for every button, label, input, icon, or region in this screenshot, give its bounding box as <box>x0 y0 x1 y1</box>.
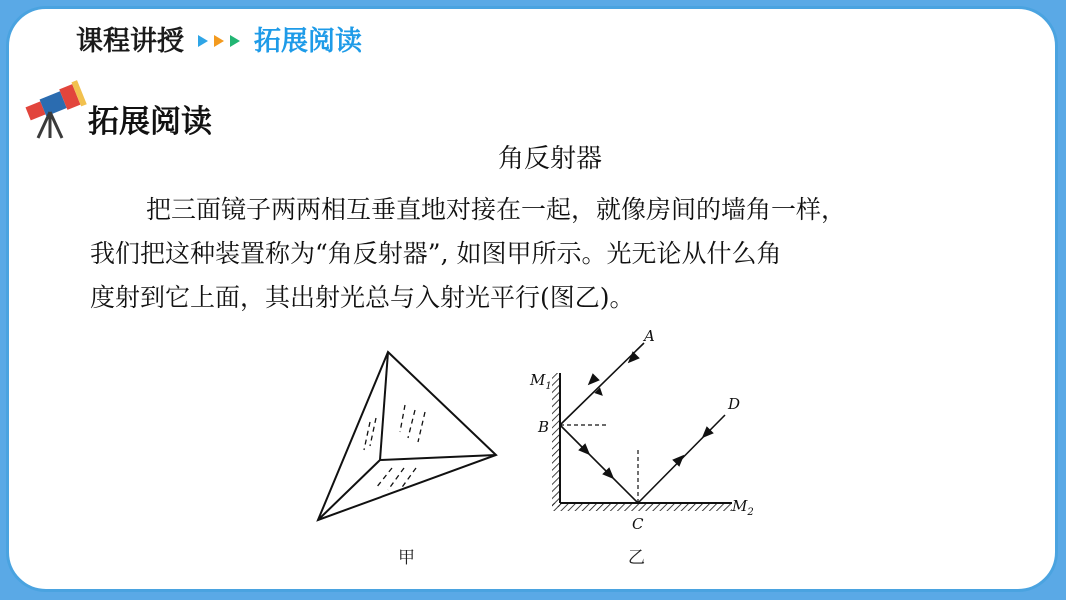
label-d: D <box>728 395 741 413</box>
article-title: 角反射器 <box>497 144 602 174</box>
paragraph-line: 把三面镜子两两相互垂直地对接在一起，就像房间的墙角一样， <box>146 195 847 224</box>
arrow-icon <box>198 35 240 47</box>
paragraph-line: 我们把这种装置称为“角反射器”, 如图甲所示。光无论从什么角 <box>90 239 782 268</box>
label-c: C <box>632 515 644 533</box>
corner-reflector-figure <box>300 340 510 540</box>
label-m1: $M_1$ <box>530 371 552 392</box>
breadcrumb-parent: 课程讲授 <box>76 25 184 57</box>
breadcrumb-current: 拓展阅读 <box>254 25 362 57</box>
ray-diagram-figure <box>520 325 760 540</box>
breadcrumb <box>76 18 362 58</box>
figure-caption-left: 甲 <box>398 548 415 568</box>
paragraph-line: 度射到它上面，其出射光总与入射光平行(图乙)。 <box>90 283 635 312</box>
article-paragraph <box>90 188 1020 320</box>
label-b: B <box>538 418 550 436</box>
section-title: 拓展阅读 <box>88 104 212 140</box>
figure-caption-right: 乙 <box>628 548 645 568</box>
telescope-icon <box>20 78 90 140</box>
label-m2: $M_2$ <box>732 497 754 518</box>
label-a: A <box>644 327 655 345</box>
